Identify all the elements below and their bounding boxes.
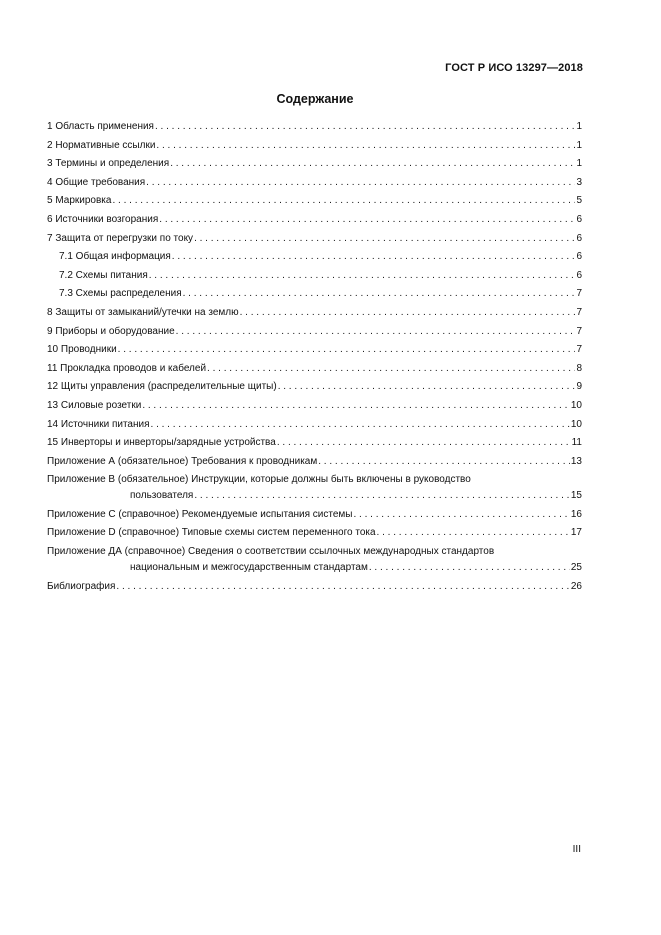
toc-entry[interactable] [47, 419, 582, 431]
toc-entry[interactable] [47, 140, 582, 152]
toc-entry-page: 10 [570, 418, 582, 430]
standard-code: ГОСТ Р ИСО 13297—2018 [445, 62, 583, 74]
toc-entry-page: 9 [576, 381, 582, 393]
toc-entry[interactable] [47, 344, 582, 356]
toc-entry-page: 13 [570, 455, 582, 467]
toc-appendix-entry[interactable] [47, 474, 582, 502]
toc-entry-page: 1 [576, 139, 582, 151]
toc-entry-label: 9 Приборы и оборудование [47, 325, 175, 337]
toc-entry-label: Приложение В (обязательное) Инструкции, которые должны быть включены в руководство [47, 474, 471, 486]
toc-leader [156, 140, 575, 152]
toc-entry-label: Библиография [47, 580, 116, 592]
toc-entry[interactable] [47, 363, 582, 375]
toc-entry[interactable] [47, 326, 582, 338]
toc-appendix-entry[interactable] [47, 456, 582, 468]
toc-entry[interactable] [47, 233, 582, 245]
toc-entry-label: Приложение D (справочное) Типовые схемы систем переменного тока [47, 527, 376, 539]
toc-entry-page: 8 [576, 362, 582, 374]
toc-leader [207, 363, 575, 375]
toc-entry-page: 7 [576, 344, 582, 356]
page-number: III [572, 844, 581, 855]
toc-leader [155, 121, 575, 133]
toc-entry-label: Приложение ДА (справочное) Сведения о соответствии ссылочных международных стандартов [47, 546, 495, 558]
toc-entry-label: 12 Щиты управления (распределительные щиты) [47, 381, 277, 393]
toc-leader [318, 456, 570, 468]
toc-entry-label: Приложение С (справочное) Рекомендуемые испытания системы [47, 508, 353, 520]
toc-leader [176, 326, 576, 338]
toc-entry-label: 13 Силовые розетки [47, 399, 142, 411]
toc-entry-page: 6 [576, 251, 582, 263]
toc-leader [172, 251, 576, 263]
toc-leader [369, 562, 570, 574]
toc-entry[interactable] [47, 214, 582, 226]
toc-entry[interactable] [47, 437, 582, 449]
toc-entry-label: 7.1 Общая информация [59, 251, 171, 263]
toc-entry[interactable] [47, 121, 582, 133]
toc-appendix-entry[interactable] [47, 546, 582, 574]
toc-entry-page: 6 [576, 213, 582, 225]
toc-entry-label: 7.3 Схемы распределения [59, 288, 182, 300]
toc-entry[interactable] [47, 381, 582, 393]
toc-entry-label: 4 Общие требования [47, 176, 146, 188]
toc-entry-label: 5 Маркировка [47, 195, 112, 207]
toc-subentry[interactable] [47, 251, 582, 263]
toc-entry-page: 26 [570, 580, 582, 592]
toc-entry-label: 1 Область применения [47, 121, 154, 132]
toc-entry-label-continued: пользователя [130, 490, 194, 502]
toc-entry-page: 3 [576, 176, 582, 188]
toc-leader [170, 158, 575, 170]
toc-leader [277, 437, 571, 449]
toc-leader [118, 344, 576, 356]
toc-entry-page: 10 [570, 399, 582, 411]
toc-leader [146, 177, 575, 189]
toc-entry-page: 11 [571, 437, 582, 449]
toc-entry-label: 3 Термины и определения [47, 158, 170, 170]
toc-entry-label: 14 Источники питания [47, 418, 150, 430]
toc-entry-page: 1 [576, 121, 582, 132]
toc-leader [354, 509, 570, 521]
toc-entry-label: 15 Инверторы и инверторы/зарядные устройства [47, 437, 276, 449]
toc-leader [278, 381, 576, 393]
toc-subentry[interactable] [47, 270, 582, 282]
toc-leader [151, 419, 570, 431]
table-of-contents [47, 121, 582, 599]
toc-leader [183, 288, 576, 300]
toc-entry-page: 16 [570, 508, 582, 520]
toc-entry-page: 17 [570, 527, 582, 539]
toc-entry[interactable] [47, 158, 582, 170]
toc-entry-label: Приложение А (обязательное) Требования к проводникам [47, 455, 318, 467]
toc-entry-page: 6 [576, 232, 582, 244]
toc-entry-label: 11 Прокладка проводов и кабелей [47, 362, 207, 374]
toc-entry[interactable] [47, 581, 582, 593]
toc-leader [116, 581, 569, 593]
toc-leader [240, 307, 576, 319]
toc-leader [142, 400, 570, 412]
toc-leader [159, 214, 575, 226]
toc-entry[interactable] [47, 307, 582, 319]
toc-entry-page: 25 [570, 562, 582, 574]
toc-entry-page: 7 [576, 325, 582, 337]
toc-entry-label: 10 Проводники [47, 344, 117, 356]
toc-entry-page: 6 [576, 269, 582, 281]
toc-leader [112, 195, 575, 207]
page-title: Содержание [276, 92, 354, 106]
toc-entry-label: 7 Защита от перегрузки по току [47, 232, 194, 244]
toc-entry-page: 15 [570, 490, 582, 502]
toc-entry[interactable] [47, 400, 582, 412]
toc-leader [194, 233, 575, 245]
toc-entry-page: 7 [576, 306, 582, 318]
toc-appendix-entry[interactable] [47, 527, 582, 539]
toc-entry-page: 5 [576, 195, 582, 207]
toc-entry[interactable] [47, 177, 582, 189]
toc-subentry[interactable] [47, 288, 582, 300]
toc-leader [194, 490, 570, 502]
toc-entry-label: 2 Нормативные ссылки [47, 139, 156, 151]
toc-appendix-entry[interactable] [47, 509, 582, 521]
toc-leader [149, 270, 576, 282]
toc-entry[interactable] [47, 195, 582, 207]
toc-entry-label: 6 Источники возгорания [47, 213, 159, 225]
toc-entry-page: 1 [576, 158, 582, 170]
toc-entry-label: 7.2 Схемы питания [59, 269, 148, 281]
toc-entry-label-continued: национальным и межгосударственным стандартам [130, 562, 368, 574]
toc-entry-page: 7 [576, 288, 582, 300]
toc-entry-label: 8 Защиты от замыканий/утечки на землю [47, 306, 239, 318]
toc-leader [377, 527, 570, 539]
